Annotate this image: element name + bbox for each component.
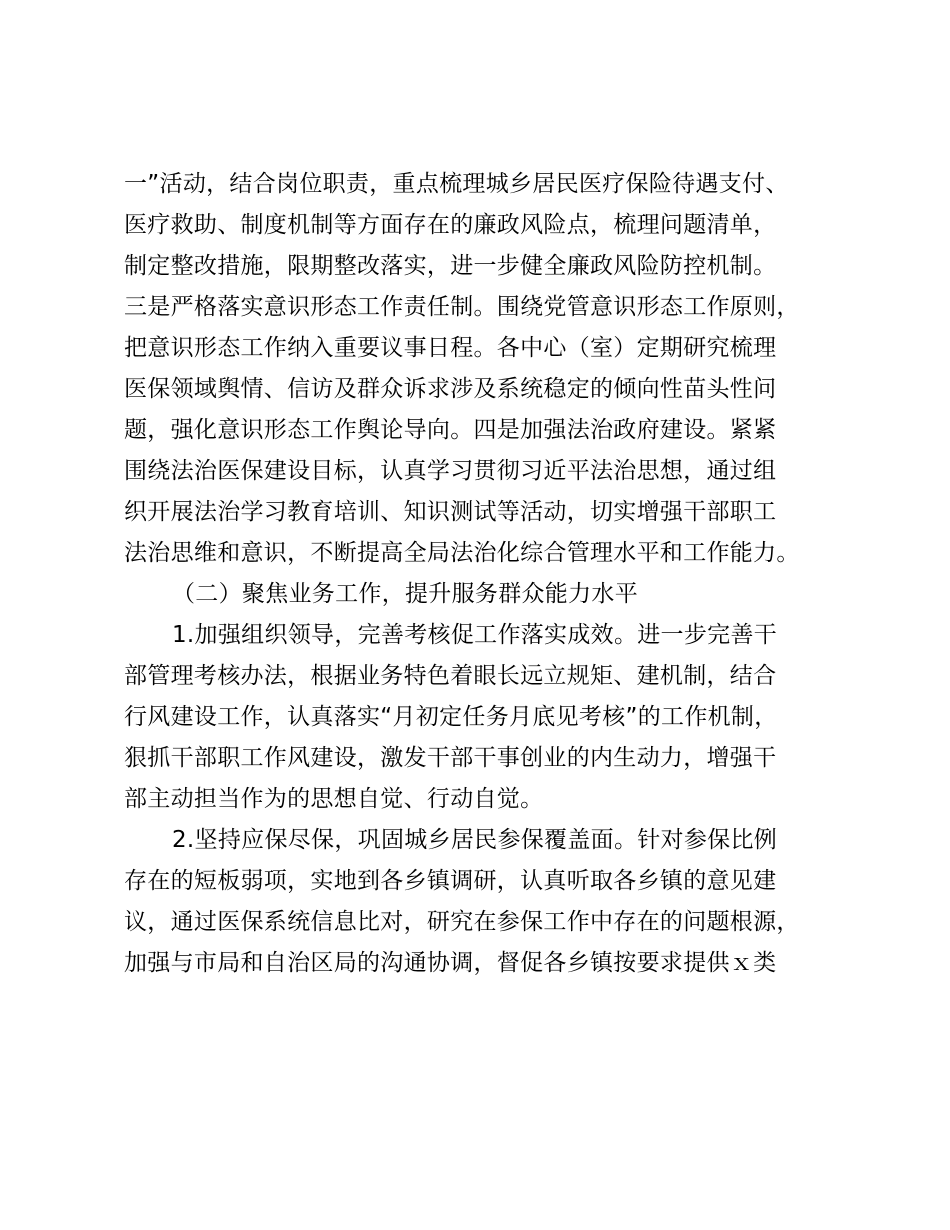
- text-line: 议，通过医保系统信息比对，研究在参保工作中存在的问题根源，: [124, 909, 800, 935]
- text-line: 把意识形态工作纳入重要议事日程。各中心（室）定期研究梳理: [124, 335, 777, 361]
- text-line: 三是严格落实意识形态工作责任制。围绕党管意识形态工作原则，: [124, 294, 800, 320]
- text-line: 一”活动，结合岗位职责，重点梳理城乡居民医疗保险待遇支付、: [124, 171, 789, 197]
- text-line: 医保领域舆情、信访及群众诉求涉及系统稳定的倾向性苗头性问: [124, 376, 777, 402]
- text-line: 2.坚持应保尽保，巩固城乡居民参保覆盖面。针对参保比例: [172, 827, 778, 853]
- document-body: [124, 164, 839, 984]
- text-line: 题，强化意识形态工作舆论导向。四是加强法治政府建设。紧紧: [124, 417, 777, 443]
- text-line: 存在的短板弱项，实地到各乡镇调研，认真听取各乡镇的意见建: [124, 868, 777, 894]
- text-line: 法治思维和意识，不断提高全局法治化综合管理水平和工作能力。: [124, 540, 800, 566]
- text-line: 部主动担当作为的思想自觉、行动自觉。: [124, 786, 544, 812]
- text-line: 1.加强组织领导，完善考核促工作落实成效。进一步完善干: [172, 622, 778, 648]
- text-line: 加强与市局和自治区局的沟通协调，督促各乡镇按要求提供ｘ类: [124, 950, 777, 976]
- text-line: 狠抓干部职工作风建设，激发干部干事创业的内生动力，增强干: [124, 745, 777, 771]
- text-line: 医疗救助、制度机制等方面存在的廉政风险点，梳理问题清单，: [124, 212, 777, 238]
- text-line: 织开展法治学习教育培训、知识测试等活动，切实增强干部职工: [124, 499, 777, 525]
- text-line: 围绕法治医保建设目标，认真学习贯彻习近平法治思想，通过组: [124, 458, 777, 484]
- text-line: 行风建设工作，认真落实“月初定任务月底见考核”的工作机制，: [124, 704, 778, 730]
- text-line: 制定整改措施，限期整改落实，进一步健全廉政风险防控机制。: [124, 253, 777, 279]
- text-line: 部管理考核办法，根据业务特色着眼长远立规矩、建机制，结合: [124, 663, 777, 689]
- section-heading: （二）聚焦业务工作，提升服务群众能力水平: [172, 581, 638, 607]
